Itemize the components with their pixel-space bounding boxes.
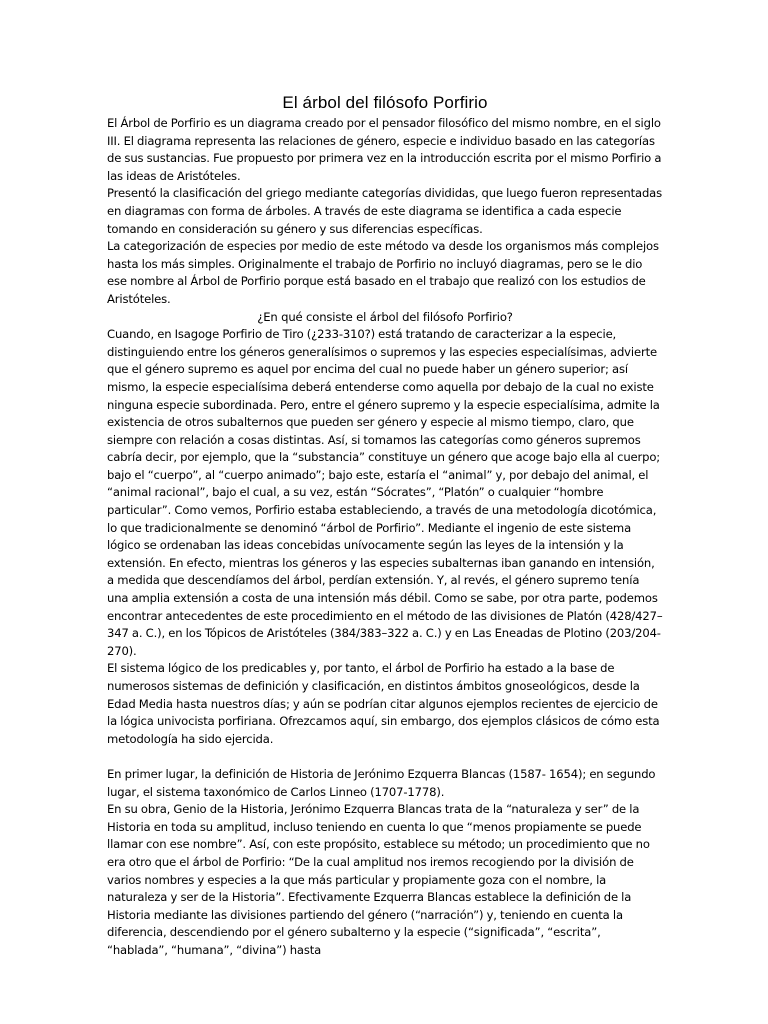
paragraph: El Árbol de Porfirio es un diagrama creado por el pensador filosófico del mismo nombre, en el siglo III. El diagrama representa las relaciones de género, especie e individuo basado en las categorías de sus sustancias. Fue propuesto por primera vez en la introducción escrita por el mismo Porfirio a las ideas de Aristóteles. [107, 116, 662, 183]
section-heading: ¿En qué consiste el árbol del filósofo Porfirio? [257, 309, 513, 324]
paragraph: La categorización de especies por medio de este método va desde los organismos más complejos hasta los más simples. Originalmente el trabajo de Porfirio no incluyó diagramas, pero se le dio ese nombre al Árbol de Porfirio porque está basado en el trabajo que realizó con los estudios de Aristóteles. [107, 239, 659, 306]
paragraph: En primer lugar, la definición de Historia de Jerónimo Ezquerra Blancas (1587- 1654); en segundo lugar, el sistema taxonómico de Carlos Linneo (1707-1778). [107, 766, 656, 799]
paragraph: En su obra, Genio de la Historia, Jerónimo Ezquerra Blancas trata de la “naturaleza y ser” de la Historia en toda su amplitud, incluso teniendo en cuenta lo que “menos propiamente se puede llamar con ese nombre”. Así, con este propósito, establece su método; un procedimiento que no era otro que el árbol de Porfirio: “De la cual amplitud nos iremos recogiendo por la división de varios nombres y especies a la que más particular y propiamente goza con el nombre, la naturaleza y ser de la Historia”. Efectivamente Ezquerra Blancas establece la definición de la Historia mediante las divisiones partiendo del género (“narración”) y, teniendo en cuenta la diferencia, descendiendo por el género subalterno y la especie (“significada”, “escrita”, “hablada”, “humana”, “divina”) hasta [107, 802, 650, 957]
paragraph: El sistema lógico de los predicables y, por tanto, el árbol de Porfirio ha estado a la base de numerosos sistemas de definición y clasificación, en distintos ámbitos gnoseológicos, desde la Edad Media hasta nuestros días; y aún se podrían citar algunos ejemplos recientes de ejercicio de la lógica univocista porfiriana. Ofrezcamos aquí, sin embargo, dos ejemplos clásicos de cómo esta metodología ha sido ejercida. [107, 661, 660, 746]
paragraph-spacer [107, 748, 663, 766]
document-content [107, 92, 663, 960]
paragraph: Presentó la clasificación del griego mediante categorías divididas, que luego fueron representadas en diagramas con forma de árboles. A través de este diagrama se identifica a cada especie tomando en consideración su género y sus diferencias específicas. [107, 186, 663, 236]
paragraph: Cuando, en Isagoge Porfirio de Tiro (¿233-310?) está tratando de caracterizar a la especie, distinguiendo entre los géneros generalísimos o supremos y las especies especialísimas, advierte que el género supremo es aquel por encima del cual no puede haber un género superior; así mismo, la especie especialísima deberá entenderse como aquella por debajo de la cual no existe ninguna especie subordinada. Pero, entre el género supremo y la especie especialísima, admite la existencia de otros subalternos que pueden ser género y especie al mismo tiempo, claro, que siempre con relación a cosas distintas. Así, si tomamos las categorías como géneros supremos cabría decir, por ejemplo, que la “substancia” constituye un género que acoge bajo ella al cuerpo; bajo el “cuerpo”, al “cuerpo animado”; bajo este, estaría el “animal” y, por debajo del animal, el “animal racional”, bajo el cual, a su vez, están “Sócrates”, “Platón” o cualquier “hombre particular”. Como vemos, Porfirio estaba estableciendo, a través de una metodología dicotómica, lo que tradicionalmente se denominó “árbol de Porfirio”. Mediante el ingenio de este sistema lógico se ordenaban las ideas concebidas unívocamente según las leyes de la intensión y la extensión. En efecto, mientras los géneros y las especies subalternas iban ganando en intensión, a medida que descendíamos del árbol, perdían extensión. Y, al revés, el género supremo tenía una amplia extensión a costa de una intensión más débil. Como se sabe, por otra parte, podemos encontrar antecedentes de este procedimiento en el método de las divisiones de Platón (428/427–347 a. C.), en los Tópicos de Aristóteles (384/383–322 a. C.) y en Las Eneadas de Plotino (203/204-270). [107, 327, 663, 658]
document-title: El árbol del filósofo Porfirio [282, 93, 488, 112]
